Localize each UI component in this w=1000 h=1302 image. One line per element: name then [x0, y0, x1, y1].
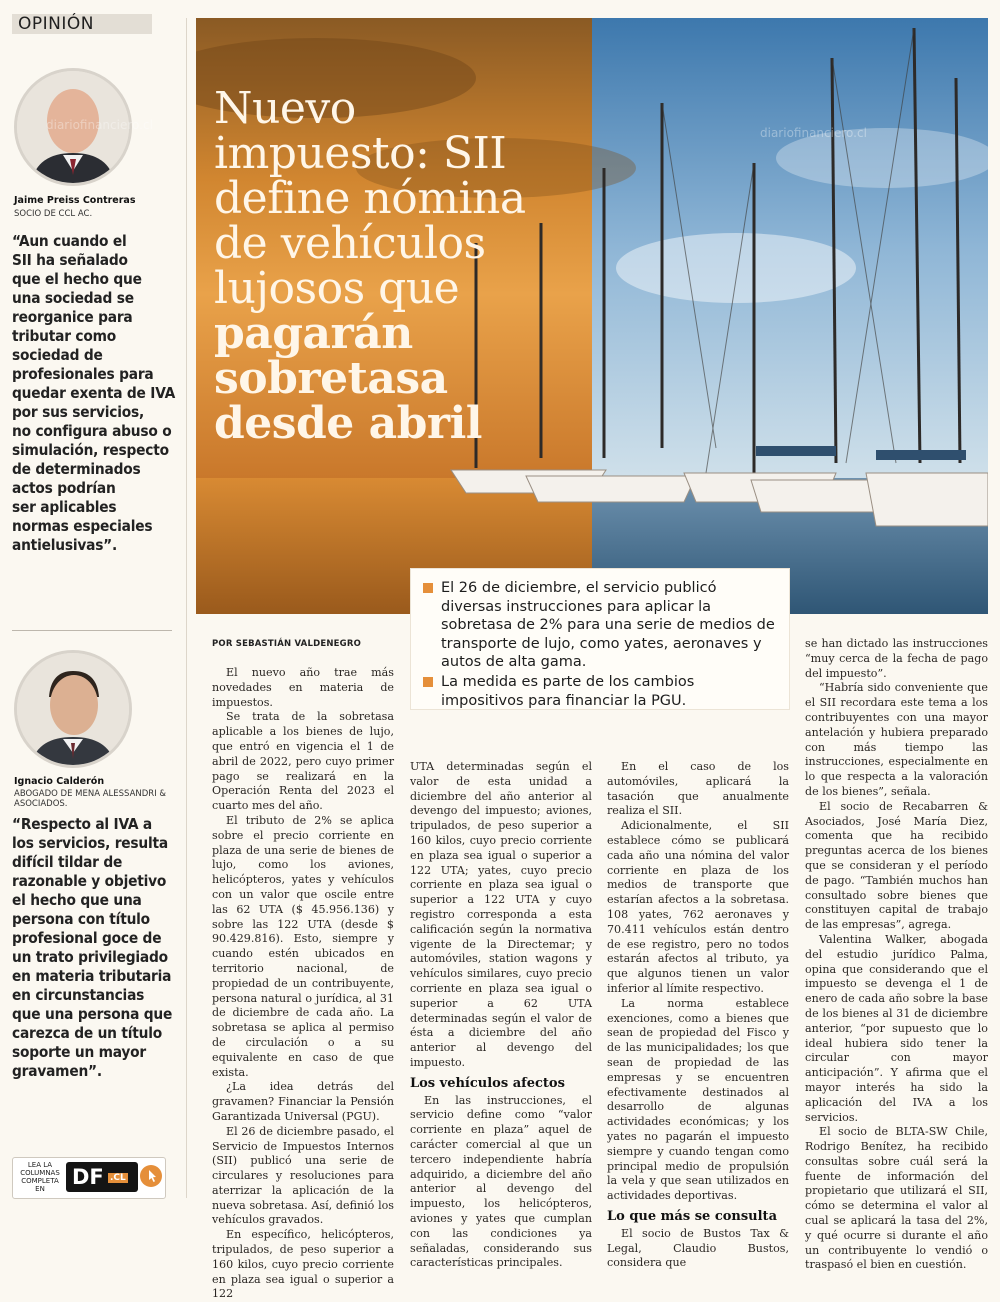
author-2-name: Ignacio Calderón [14, 776, 105, 787]
paragraph: ¿La idea detrás del gravamen? Financiar la Pensión Garantizada Universal (PGU). [212, 1080, 394, 1123]
paragraph: El socio de Recabarren & Asociados, José María Diez, comenta que ha recibido preguntas acerca de los bienes que se consideran y el período de pago. “También muchos han consultado sobre bienes que constituyen capital de trabajo de las empresas”, agrega. [805, 799, 988, 932]
article-column-3 [607, 760, 789, 1271]
headline-line: impuesto: SII [214, 128, 507, 179]
subhead: Lo que más se consulta [607, 1208, 777, 1224]
paragraph: El 26 de diciembre pasado, el Servicio de Impuestos Internos (SII) publicó una serie de circulares y resoluciones para aterrizar la aplicación de la nueva sobretasa. Así, definió los vehículos gravados. [212, 1124, 394, 1227]
watermark-right: diariofinanciero.cl [760, 126, 867, 140]
df-link-badge[interactable] [12, 1157, 164, 1197]
headline-line: de vehículos [214, 218, 486, 269]
paragraph: En específico, helicópteros, tripulados, de peso superior a 160 kilos, cuyo precio corriente en plaza sea igual o superior a 122 [212, 1228, 394, 1301]
summary-bullet [423, 673, 779, 710]
paragraph: El tributo de 2% se aplica sobre el precio corriente en plaza de una serie de bienes de lujo, como los aviones, helicópteros, yates y vehículos con un valor que oscile entre las 62 UTA ($ 45.956.136) y sobre las 122 UTA (desde $ 90.429.816). Esto, siempre y cuando estén ubicados en territorio nacional, de propiedad de un contribuyente, persona natural o jurídica, al 31 de diciembre de cada año. La sobretasa se aplica al permiso de circulación o a su equivalente en caso de que exista. [212, 813, 394, 1079]
watermark-left: diariofinanciero.cl [46, 118, 153, 132]
headline-line-bold: desde abril [214, 398, 482, 449]
bullet-square-icon [423, 677, 433, 687]
avatar-author-2 [14, 650, 132, 768]
portrait-icon [17, 653, 129, 765]
df-logo [66, 1162, 138, 1192]
summary-bullet [423, 579, 779, 672]
author-2-quote: “Respecto al IVA a los servicios, resulta difícil tildar de razonable y objetivo el hecho que una persona con título profesional goce de un trato privilegiado en materia tributaria en circunstancias que una persona que carezca de un título soporte un mayor gravamen”. [12, 815, 173, 1080]
paragraph: El socio de BLTA-SW Chile, Rodrigo Benítez, ha recibido consultas sobre cuál será la fuente de información del propietario que utilizará el SII, cómo se determina el valor al cual se aplicará la tasa del 2%, y qué ocurre si durante el año un contribuyente lo vendió o traspasó el bien en cuestión. [805, 1125, 988, 1272]
headline-line: define nómina [214, 173, 526, 224]
paragraph: “Habría sido conveniente que el SII recordara este tema a los contribuyentes con una mayor antelación y hubiera preparado con más tiempo las instrucciones, especialmente en lo que respecta a la valoración de los bienes”, señala. [805, 681, 988, 798]
headline-line-bold: pagarán [214, 308, 413, 359]
sidebar-divider [12, 630, 172, 631]
paragraph: El socio de Bustos Tax & Legal, Claudio Bustos, considera que [607, 1226, 789, 1270]
author-2-role: ABOGADO DE MENA ALESSANDRI & ASOCIADOS. [14, 789, 167, 809]
author-1-role: SOCIO DE CCL AC. [14, 209, 93, 219]
summary-box [410, 568, 790, 710]
df-logo-tld: .CL [110, 1173, 126, 1183]
column-rule [186, 18, 187, 1198]
paragraph: El nuevo año trae más novedades en materia de impuestos. [212, 666, 394, 709]
pointer-icon [140, 1165, 162, 1187]
headline [214, 83, 584, 449]
paragraph: UTA determinadas según el valor de esta unidad a diciembre del año anterior al devengo del impuesto; aviones, tripulados, de peso superior a 160 kilos, cuyo precio corriente en plaza sea igual o superior a 122 UTA; yates, cuyo precio corriente en plaza sea igual o superior a 122 UTA y cuyo registro corresponda a esta calificación según la normativa vigente de la Directemar; y automóviles, station wagons y vehículos similares, cuyo precio corriente en plaza sea igual o superior a 62 UTA determinadas según el valor de ésta a diciembre del año anterior al devengo del impuesto. [410, 760, 592, 1069]
paragraph: Adicionalmente, el SII establece cómo se publicará cada año una nómina del valor corriente en plaza de los medios de transporte que estarían afectos a la sobretasa. 108 yates, 762 aeronaves y 70.411 vehículos están dentro de ese registro, pero no todos estarán afectos al tributo, ya que algunos tienen un valor inferior al límite respectivo. [607, 819, 789, 995]
badge-text: LEA LA COLUMNAS COMPLETA EN [20, 1161, 60, 1193]
summary-text: La medida es parte de los cambios impositivos para financiar la PGU. [441, 674, 695, 709]
author-1-name: Jaime Preiss Contreras [14, 195, 136, 206]
paragraph: En las instrucciones, el servicio define como “valor corriente en plaza” aquel de carácter comercial al que un tercero independiente habría adquirido, a diciembre del año anterior al devengo del impuesto, los helicópteros, aviones y yates que cumplan con las condiciones ya señaladas, considerando sus características principales. [410, 1093, 592, 1270]
bullet-square-icon [423, 583, 433, 593]
headline-line: Nuevo [214, 83, 356, 134]
df-logo-text: DF [72, 1165, 104, 1189]
paragraph: se han dictado las instrucciones “muy cerca de la fecha de pago del impuesto”. [805, 637, 988, 680]
paragraph: En el caso de los automóviles, aplicará la tasación que anualmente realiza el SII. [607, 760, 789, 818]
article-column-1 [212, 666, 394, 1302]
byline: POR SEBASTIÁN VALDENEGRO [212, 639, 362, 649]
article-column-2 [410, 760, 592, 1271]
headline-line: lujosos que [214, 263, 460, 314]
article-column-4 [805, 637, 988, 1273]
subhead: Los vehículos afectos [410, 1075, 565, 1091]
headline-line-bold: sobretasa [214, 353, 448, 404]
opinion-sidebar [0, 0, 185, 1212]
section-tag: OPINIÓN [12, 14, 152, 34]
summary-text: El 26 de diciembre, el servicio publicó diversas instrucciones para aplicar la sobretasa de 2% para una serie de medios de transporte de lujo, como yates, aeronaves y autos de alta gama. [441, 580, 775, 670]
author-1-quote: “Aun cuando el SII ha señalado que el hecho que una sociedad se reorganice para tributar como sociedad de profesionales para quedar exenta de IVA por sus servicios, no configura abuso o simulación, respecto de determinados actos podrían ser aplicables normas especiales antielusivas”. [12, 232, 176, 554]
paragraph: La norma establece exenciones, como a bienes que sean de propiedad del Fisco y de las municipalidades; los que sean de propiedad de las empresas y se encuentren efectivamente destinados al desarrollo de algunas actividades económicas; y los yates no pagarán el impuesto siempre y cuando tengan como principal medio de propulsión la vela y que sean utilizados en actividades deportivas. [607, 996, 789, 1203]
paragraph: Se trata de la sobretasa aplicable a los bienes de lujo, que entró en vigencia el 1 de abril de 2022, pero cuyo primer pago se realizará en la Operación Renta del 2023 el cuarto mes del año. [212, 710, 394, 813]
paragraph: Valentina Walker, abogada del estudio jurídico Palma, opina que considerando que el impuesto se devenga el 1 de enero de cada año sobre la base de los bienes al 31 de diciembre anterior, “por supuesto que lo ideal hubiera sido tener la circular con mayor anticipación”. Y afirma que el mayor interés ha sido la aplicación del IVA a los servicios. [805, 932, 988, 1124]
